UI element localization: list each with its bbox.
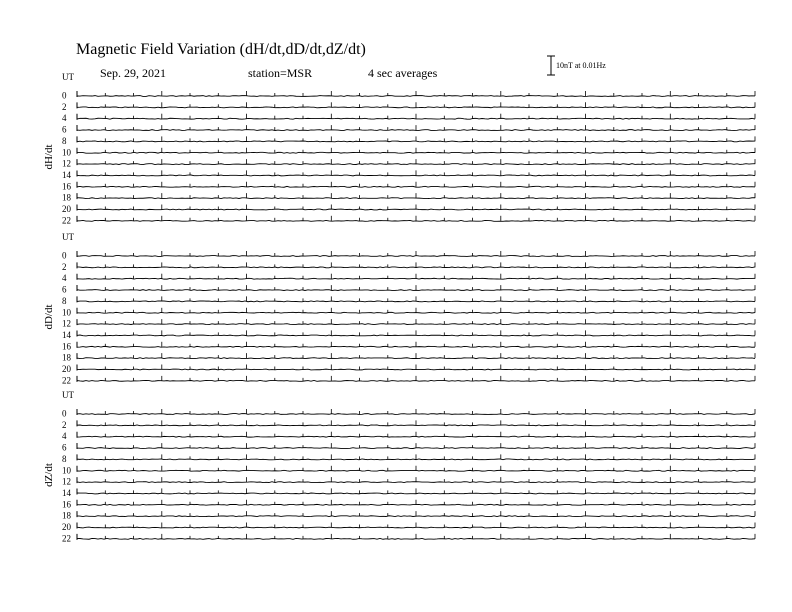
hour-tick-label: 14	[62, 169, 71, 180]
chart-title: Magnetic Field Variation (dH/dt,dD/dt,dZ/dt)	[76, 41, 366, 58]
date-label: Sep. 29, 2021	[100, 66, 166, 80]
trace-row	[62, 125, 755, 135]
trace-row	[62, 443, 755, 453]
trace-row	[62, 511, 755, 521]
hour-tick-label: 12	[62, 318, 71, 329]
trace-row	[62, 204, 755, 214]
scale-bar	[547, 56, 606, 75]
panel-dd-dt	[43, 232, 755, 385]
panel-dh-dt	[43, 72, 755, 225]
trace-row	[62, 273, 755, 283]
trace-row	[62, 522, 755, 532]
trace-row	[62, 330, 755, 340]
trace-row	[62, 147, 755, 157]
hour-tick-label: 8	[62, 295, 67, 306]
hour-tick-label: 8	[62, 453, 67, 464]
hour-tick-label: 0	[62, 250, 67, 261]
trace-row	[62, 353, 755, 363]
ut-label: UT	[62, 232, 74, 242]
y-axis-label-dd-dt: dD/dt	[43, 304, 55, 330]
hour-tick-label: 10	[62, 465, 71, 476]
hour-tick-label: 6	[62, 124, 67, 135]
trace-row	[62, 431, 755, 441]
panel-dz-dt	[43, 390, 755, 543]
y-axis-label-dh-dt: dH/dt	[43, 144, 55, 170]
hour-tick-label: 14	[62, 487, 71, 498]
hour-tick-label: 16	[62, 341, 71, 352]
hour-tick-label: 4	[62, 113, 67, 124]
hour-tick-label: 22	[62, 215, 71, 226]
hour-tick-label: 16	[62, 499, 71, 510]
hour-tick-label: 2	[62, 261, 67, 272]
averaging-label: 4 sec averages	[368, 66, 438, 80]
hour-tick-label: 6	[62, 442, 67, 453]
scale-bar-label: 10nT at 0.01Hz	[556, 61, 606, 70]
trace-row	[62, 465, 755, 475]
hour-tick-label: 6	[62, 284, 67, 295]
trace-row	[62, 533, 755, 543]
trace-row	[62, 193, 755, 203]
station-label: station=MSR	[248, 66, 313, 80]
ut-label: UT	[62, 72, 74, 82]
trace-row	[62, 499, 755, 509]
trace-row	[62, 91, 755, 101]
trace-row	[62, 113, 755, 123]
hour-tick-label: 22	[62, 533, 71, 544]
trace-row	[62, 251, 755, 261]
trace-row	[62, 341, 755, 351]
trace-row	[62, 477, 755, 487]
hour-tick-label: 20	[62, 522, 71, 532]
hour-tick-label: 18	[62, 352, 71, 363]
trace-row	[62, 420, 755, 430]
hour-tick-label: 12	[62, 476, 71, 487]
trace-row	[62, 159, 755, 169]
hour-tick-label: 18	[62, 192, 71, 203]
hour-tick-label: 10	[62, 307, 71, 318]
hour-tick-label: 4	[62, 273, 67, 284]
trace-row	[62, 102, 755, 112]
trace-row	[62, 488, 755, 498]
hour-tick-label: 0	[62, 90, 67, 101]
ut-label: UT	[62, 390, 74, 400]
hour-tick-label: 2	[62, 419, 67, 430]
hour-tick-label: 14	[62, 329, 71, 340]
trace-row	[62, 307, 755, 317]
trace-row	[62, 285, 755, 295]
trace-row	[62, 181, 755, 191]
hour-tick-label: 2	[62, 101, 67, 112]
trace-row	[62, 170, 755, 180]
hour-tick-label: 16	[62, 181, 71, 192]
trace-row	[62, 375, 755, 385]
trace-row	[62, 136, 755, 146]
trace-row	[62, 319, 755, 329]
trace-row	[62, 454, 755, 464]
trace-row	[62, 215, 755, 225]
hour-tick-label: 20	[62, 364, 71, 374]
hour-tick-label: 18	[62, 510, 71, 521]
hour-tick-label: 12	[62, 158, 71, 169]
hour-tick-label: 8	[62, 135, 67, 146]
trace-row	[62, 409, 755, 419]
hour-tick-label: 0	[62, 408, 67, 419]
hour-tick-label: 22	[62, 375, 71, 386]
hour-tick-label: 10	[62, 147, 71, 158]
trace-row	[62, 296, 755, 306]
trace-row	[62, 262, 755, 272]
hour-tick-label: 4	[62, 431, 67, 442]
y-axis-label-dz-dt: dZ/dt	[43, 463, 55, 487]
hour-tick-label: 20	[62, 204, 71, 214]
trace-row	[62, 364, 755, 374]
